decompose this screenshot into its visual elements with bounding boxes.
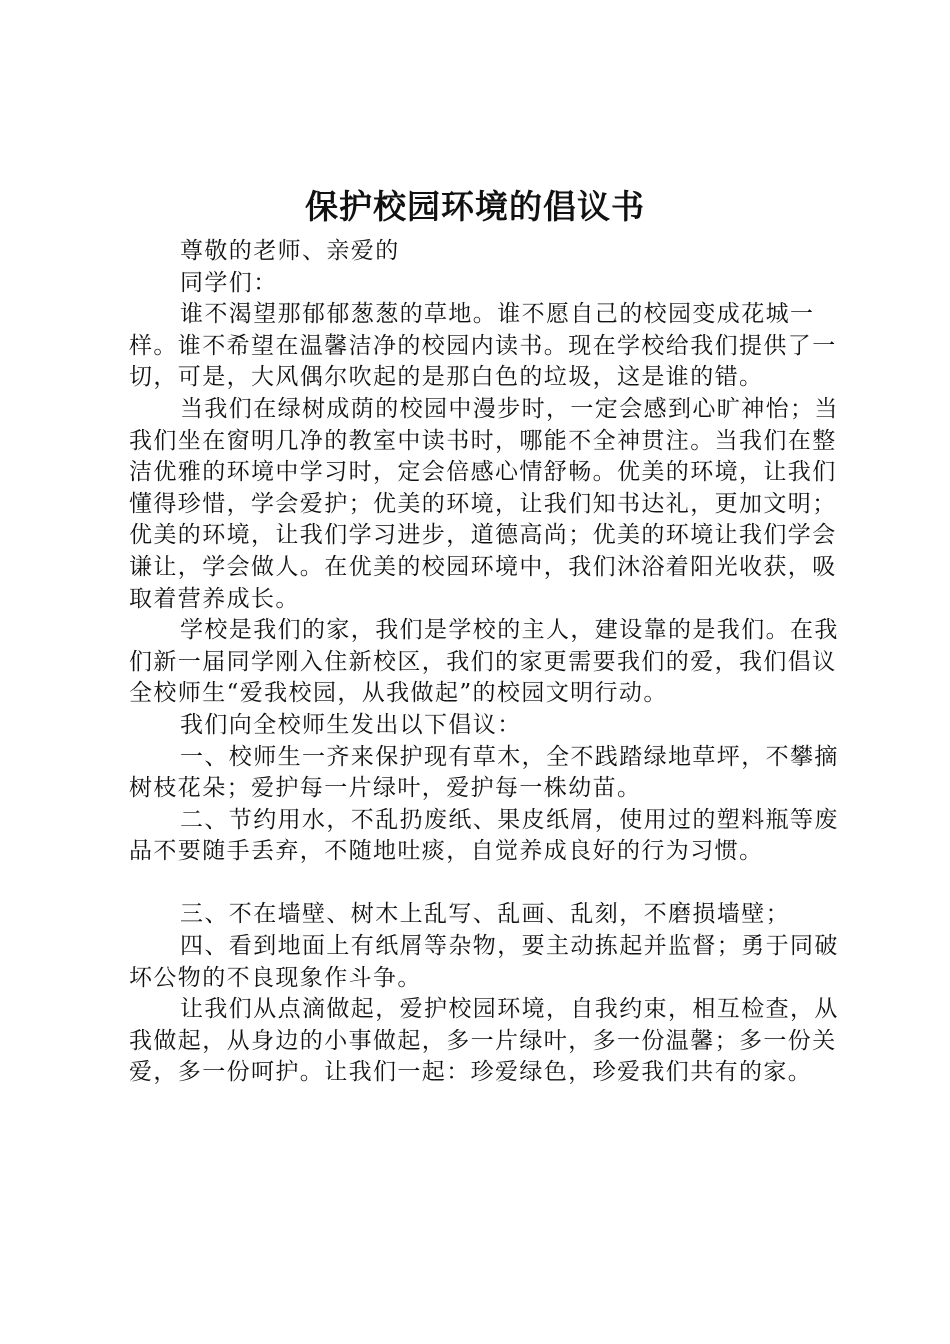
- proposal-item-2: 二、节约用水，不乱扔废纸、果皮纸屑，使用过的塑料瓶等废品不要随手丢弃，不随地吐痰，自觉养成良好的行为习惯。: [129, 806, 839, 865]
- greeting-line-2: 同学们：: [180, 269, 278, 296]
- paragraph-intro: 谁不渴望那郁郁葱葱的草地。谁不愿自己的校园变成花城一样。谁不希望在温馨洁净的校园内读书。现在学校给我们提供了一切，可是，大风偶尔吹起的是那白色的垃圾，这是谁的错。: [129, 301, 837, 391]
- paragraph-school-home: 学校是我们的家，我们是学校的主人，建设靠的是我们。在我们新一届同学刚入住新校区，我们的家更需要我们的爱，我们倡议全校师生“爱我校园，从我做起”的校园文明行动。: [129, 617, 839, 707]
- proposal-item-1: 一、校师生一齐来保护现有草木，全不践踏绿地草坪，不攀摘树枝花朵；爱护每一片绿叶，爱护每一株幼苗。: [129, 743, 839, 802]
- greeting-line-1: 尊敬的老师、亲爱的: [180, 238, 400, 264]
- document-title: 保护校园环境的倡议书: [305, 187, 645, 226]
- proposal-item-4: 四、看到地面上有纸屑等杂物，要主动拣起并监督；勇于同破坏公物的不良现象作斗争。: [129, 933, 839, 991]
- document-body: [129, 236, 849, 1089]
- paragraph-environment: 当我们在绿树成荫的校园中漫步时，一定会感到心旷神怡；当我们坐在窗明几净的教室中读书时，哪能不全神贯注。当我们在整洁优雅的环境中学习时，定会倍感心情舒畅。优美的环境，让我们懂得珍惜，学会爱护；优美的环境，让我们知书达礼，更加文明；优美的环境，让我们学习进步，道德高尚；优美的环境让我们学会谦让，学会做人。在优美的校园环境中，我们沐浴着阳光收获，吸取着营养成长。: [129, 395, 839, 612]
- proposal-item-3: 三、不在墙壁、树木上乱写、乱画、乱刻，不磨损墙壁；: [180, 901, 790, 928]
- paragraph-closing: 让我们从点滴做起，爱护校园环境，自我约束，相互检查，从我做起，从身边的小事做起，多一片绿叶，多一份温馨；多一份关爱，多一份呵护。让我们一起：珍爱绿色，珍爱我们共有的家。: [129, 996, 839, 1086]
- blank-line: [129, 868, 849, 900]
- paragraph-proposal-lead: 我们向全校师生发出以下倡议：: [180, 711, 522, 738]
